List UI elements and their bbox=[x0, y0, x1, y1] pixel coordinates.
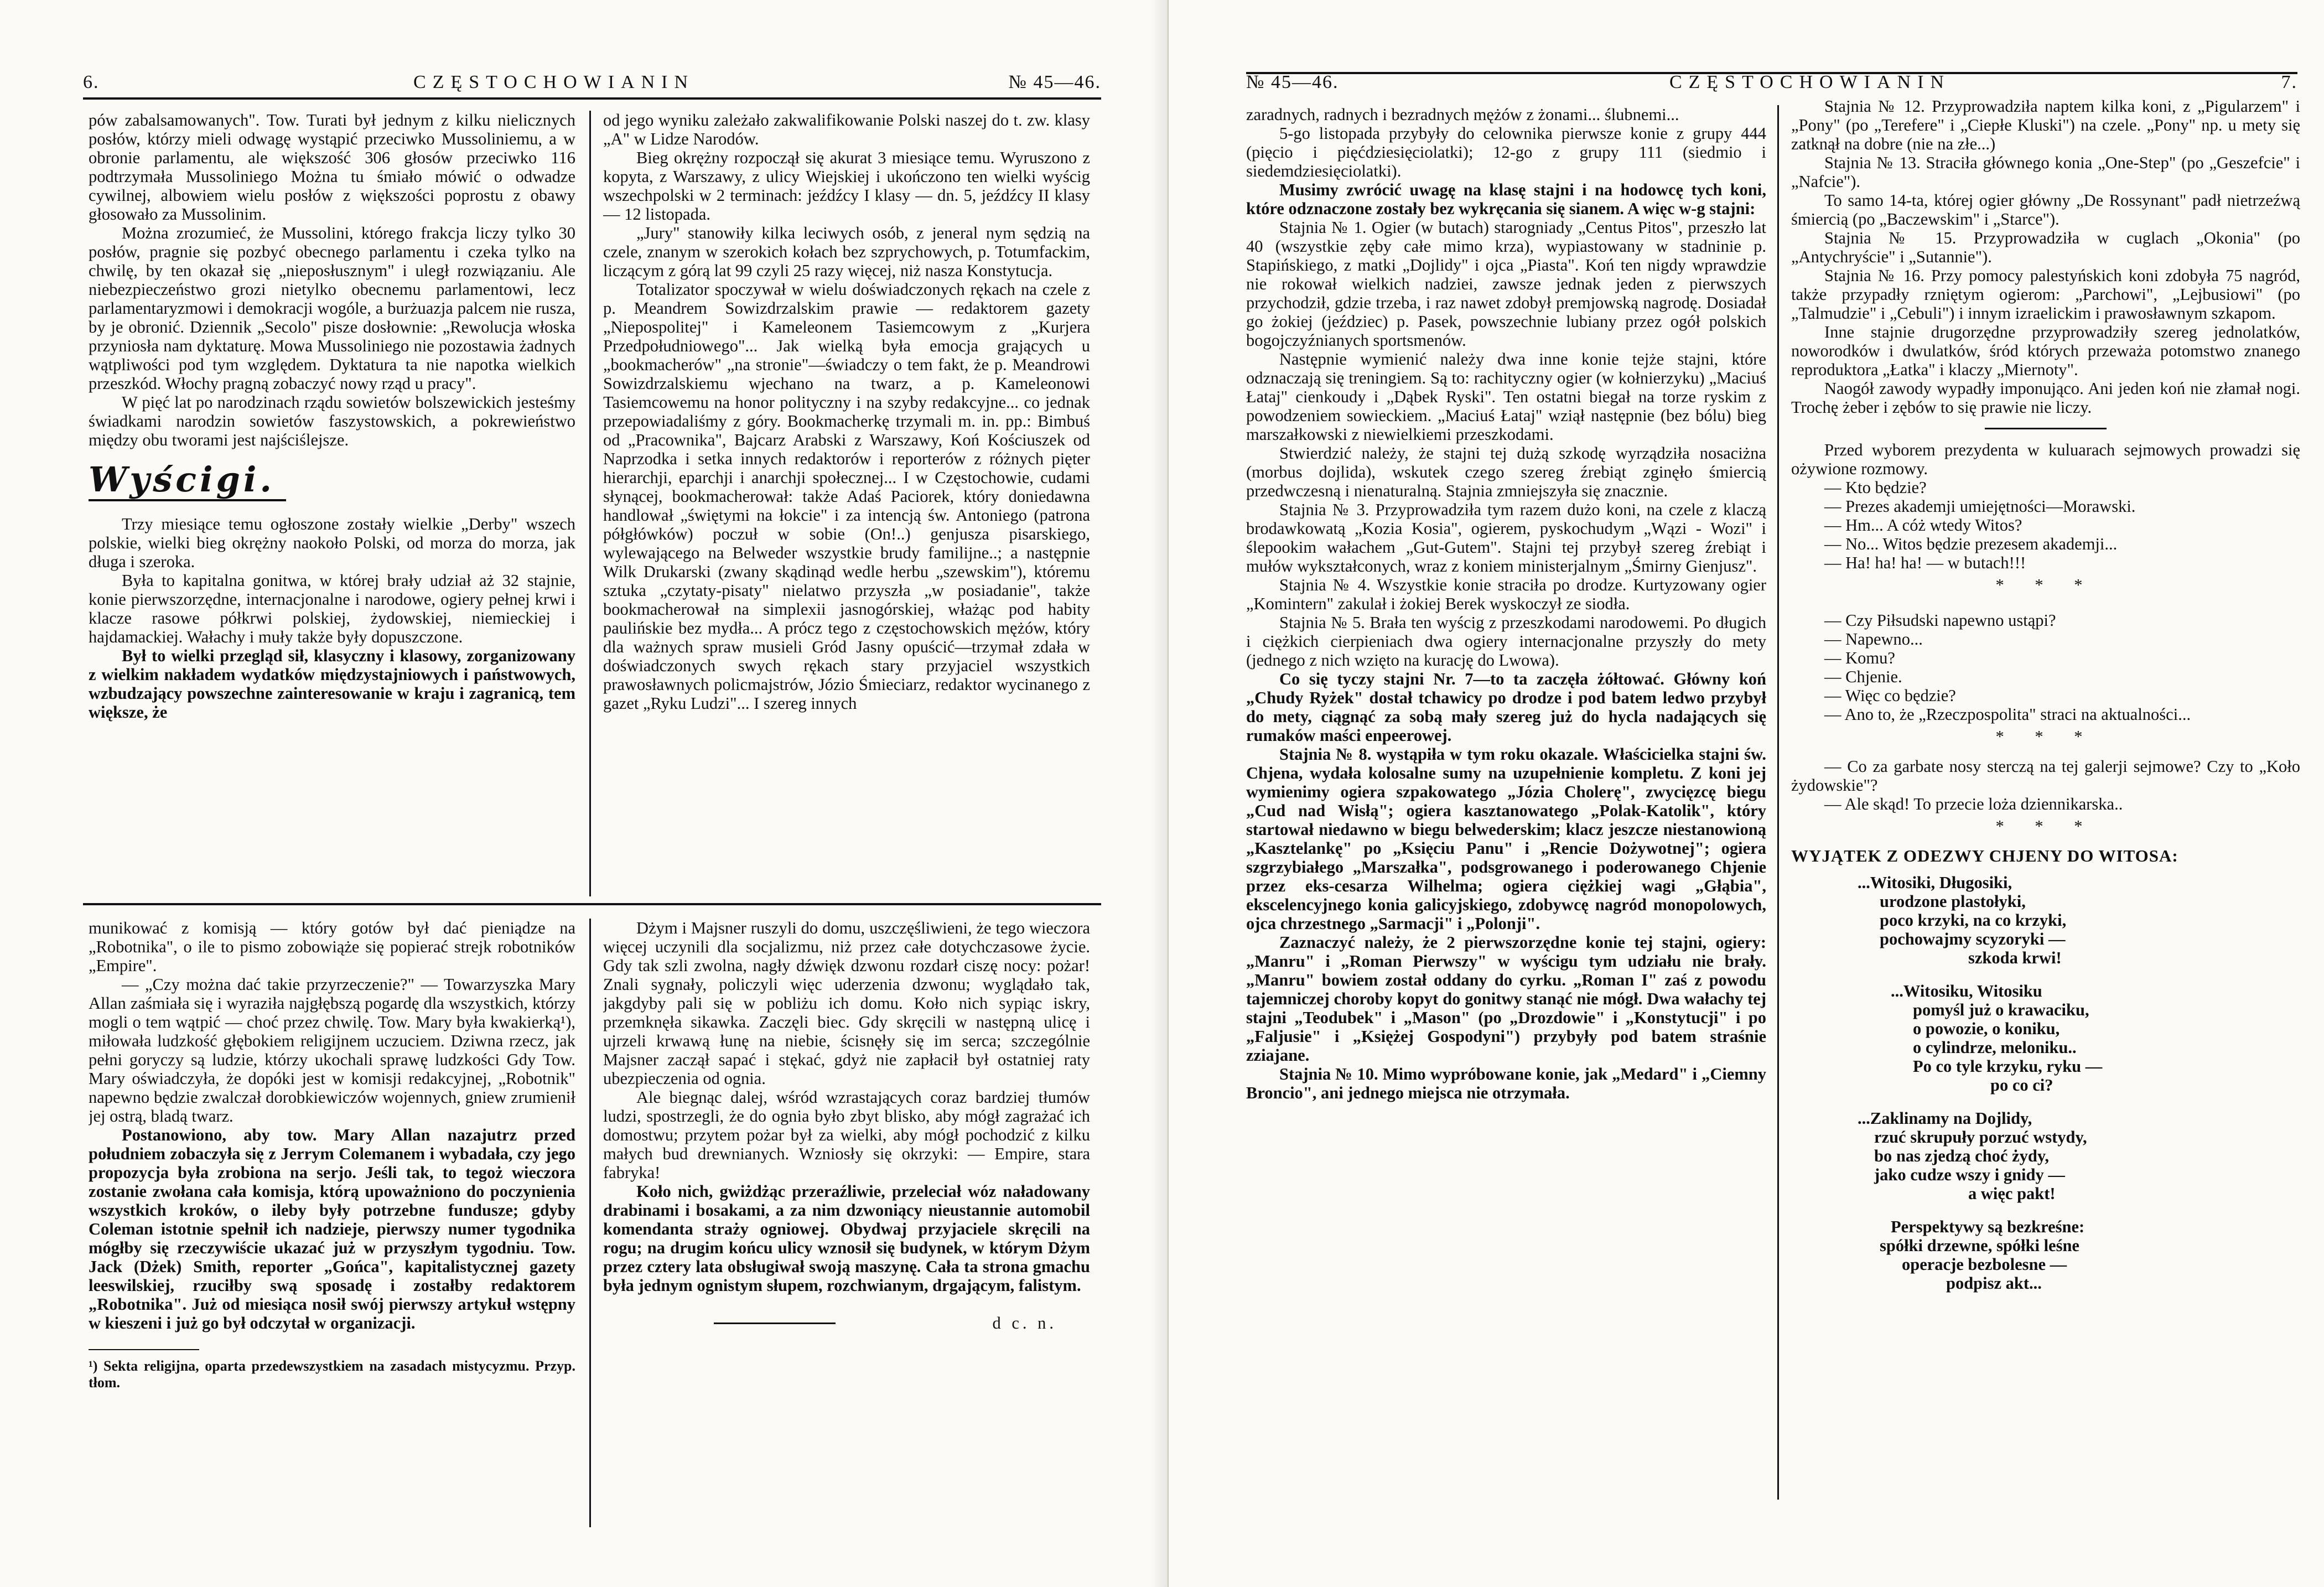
dialog-line: — Więc co będzie? bbox=[1824, 686, 1956, 705]
left-page-header bbox=[83, 60, 1101, 93]
poem-line: bo nas zjedzą choć żydy, bbox=[1874, 1147, 2050, 1165]
separator-stars: * * * bbox=[1995, 575, 2096, 594]
poem-line: ...Zaklinamy na Dojlidy, bbox=[1858, 1109, 2032, 1128]
paragraph: Postanowiono, aby tow. Mary Allan nazajutrz przed południem zobaczyła się z Jerrym Colemanem i wybadała, czy jego propozycja była zrobiona na serjo. Jeśli tak, to tegoż wieczora zostanie zwołana cała komisja, którą upoważniono do poczynienia wszystkich kroków, o ileby były potrzebne fundusze; gdyby Coleman istotnie spełnił ich nadzieje, pierwszy numer tygodnika mógłby się rzeczywiście ukazać już w przyszłym tygodniu. Tow. Jack (Dżek) Smith, reporter „Gońca", kapitalistycznej gazety leeswilskiej, rzuciłby swą sposadę i zostałby redaktorem „Robotnika". Już od miesiąca nosił swój pierwszy artykuł wstępny w kieszeni i już go był odczytał w organizacji. bbox=[89, 1126, 575, 1332]
paragraph: Był to wielki przegląd sił, klasyczny i klasowy, zorganizowany z wielkim nakładem wydatków międzystajniowych i państwowych, wzbudzający powszechne zainteresowanie w kraju i zagranicą, tem większe, że bbox=[89, 646, 575, 722]
column-divider bbox=[1777, 105, 1779, 1500]
right-newspaper-title: CZĘSTOCHOWIANIN bbox=[1669, 72, 1950, 92]
section-heading-races: Wyścigi. bbox=[89, 460, 286, 501]
stable-5: Stajnia № 5. Brała ten wyścig z przeszkodami narodowemi. Po długich i ciężkich cierpieniach dwa ogiery internacjonalne przyszły do mety (jednego z nich wzięto na kurację do Lwowa). bbox=[1246, 613, 1766, 670]
poem-line: operacje bezbolesne — bbox=[1902, 1255, 2067, 1274]
header-rule bbox=[83, 97, 1101, 100]
paragraph: Następnie wymienić należy dwa inne konie tejże stajni, które odznaczają się treningiem. Są to: rachityczny ogier (w kołnierzyku) „Maciuś Łataj" cienkoudy i „Dąbek Ryski". Ten ostatni biegał na torze ryskim z powodzeniem sowieckiem. „Maciuś Łataj" wziął następnie (bez bólu) bieg marszałkowski z niewielkiemi przeszkodami. bbox=[1246, 350, 1766, 444]
left-col1-top bbox=[89, 111, 575, 891]
poem-line: spółki drzewne, spółki leśne bbox=[1880, 1236, 2079, 1255]
signature: d c. n. bbox=[992, 1314, 1057, 1332]
poem-line: szkoda krwi! bbox=[1968, 948, 2062, 967]
poem-line: po co ci? bbox=[1990, 1076, 2053, 1095]
paragraph: Dżym i Majsner ruszyli do domu, uszczęśliwieni, że tego wieczora więcej uczynili dla socjalizmu, niż przez całe dotychczasowe życie. Gdy tak szli zwolna, nagły dźwięk dzwonu rozdarł ciszę nocy: pożar! Znali sygnały, policzyli więc uderzenia dzwonu; wyglądało tak, jakgdyby pali się w pobliżu ich domu. Koło nich sypiąc iskry, przemknęła sikawka. Zaczęli biec. Gdy skręcili w następną ulicę i ujrzeli krwawą łunę na niebie, ścisnęły się im serca; szczególnie Majsner zaczął sapać i stękać, gdyż nie zapłacił był ostatniej raty ubezpieczenia od ognia. bbox=[603, 919, 1090, 1088]
right-page-number: 7. bbox=[2281, 72, 2297, 92]
dialog-line: — Czy Piłsudski napewno ustąpi? bbox=[1824, 611, 2056, 630]
poem-stanza bbox=[1858, 1217, 2300, 1293]
dialog-1 bbox=[1791, 478, 2300, 572]
right-col2 bbox=[1791, 97, 2300, 1513]
poem-stanza bbox=[1858, 1109, 2300, 1203]
gutter-shadow bbox=[1151, 0, 1168, 1587]
paragraph: Była to kapitalna gonitwa, w której brały udział aż 32 stajnie, konie pierwszorzędne, internacjonalne i narodowe, ogiery pełnej krwi i klacze rasowe półkrwi polskiej, żydowskiej, niemieckiej i hajdamackiej. Wałachy i muły także były dopuszczone. bbox=[89, 571, 575, 646]
paragraph: Bieg okrężny rozpoczął się akurat 3 miesiące temu. Wyruszono z kopyta, z Warszawy, z ulicy Wiejskiej i ukończono ten wielki wyścig wszechpolski w 2 terminach: jeźdźcy I klasy — dn. 5, jeźdźcy II klasy — 12 listopada. bbox=[603, 148, 1090, 224]
paragraph: Inne stajnie drugorzędne przyprowadziły szereg jednolatków, noworodków i dwulatków, śród których przeważa potomstwo znanego reproduktora „Łatka" i klaczy „Miernoty". bbox=[1791, 323, 2300, 379]
left-col2-top bbox=[603, 111, 1090, 891]
stable-16: Stajnia № 16. Przy pomocy palestyńskich koni zdobyła 75 nagród, także przypadły rzniętym ogierom: „Parchowi", „Lejbusiowi" (po „Talmudzie" i „Cebuli") i innym izraelickim i prawosławnym szkapom. bbox=[1791, 266, 2300, 323]
paragraph: Stwierdzić należy, że stajni tej dużą szkodę wyrządziła nosaciżna (morbus dojlida), wskutek czego szereg źrebiąt zginęło śmiercią przedwczesną i nienaturalną. Stajnia zmniejszyła się znacznie. bbox=[1246, 444, 1766, 500]
poem-line: ...Witosiki, Długosiki, bbox=[1858, 873, 2012, 892]
right-col1 bbox=[1246, 105, 1766, 1511]
right-page bbox=[1168, 0, 2324, 1587]
poem-line: poco krzyki, na co krzyki, bbox=[1880, 911, 2067, 930]
poem-line: Po co tyle krzyku, ryku — bbox=[1913, 1057, 2103, 1076]
poem-line: pomyśl już o krawaciku, bbox=[1913, 1000, 2089, 1019]
separator-stars: * * * bbox=[1995, 817, 2096, 836]
footnote: ¹) Sekta religijna, oparta przedewszystkiem na zasadach mistycyzmu. Przyp. tłom. bbox=[89, 1358, 575, 1391]
paragraph: Można zrozumieć, że Mussolini, którego frakcja liczy tylko 30 posłów, pragnie się pozbyć obecnego parlamentu i czeka tylko na chwilę, by ten okazał się „nieposłusznym" i uległ rozwiązaniu. Ale niebezpieczeństwo grozi nietylko obecnemu parlamentowi, lecz parlamentaryzmowi i demokracji wogóle, a burżuazja palcem nie rusza, by je obronić. Dziennik „Secolo" pisze dosłownie: „Rewolucja włoska przyniosła nam dyktaturę. Mowa Mussoliniego nie pozostawia żadnych wątpliwości pod tym względem. Dyktatura ta nie napotka wielkich przeszkód. Włochy pragną zobaczyć nowy rząd u pracy". bbox=[89, 224, 575, 393]
paragraph: zaradnych, radnych i bezradnych mężów z żonami... ślubnemi... bbox=[1246, 105, 1679, 124]
paragraph: Naogół zawody wypadły imponująco. Ani jeden koń nie złamał nogi. Trochę żeber i zębów to się prawie nie liczy. bbox=[1791, 379, 2300, 417]
paragraph: pów zabalsamowanych". Tow. Turati był jednym z kilku nielicznych posłów, którzy mieli odwagę wystąpić przeciwko Mussoliniemu, a w obronie parlamentu, ale większość 306 głosów przeciwko 116 podtrzymała Mussoliniego Można tu śmiało mówić o odwadze cywilnej, albowiem wielu posłów z większości poprostu z obawy głosowało za Mussolinim. bbox=[89, 111, 575, 224]
paragraph: Trzy miesiące temu ogłoszone zostały wielkie „Derby" wszech polskie, wielki bieg okrężny naokoło Polski, od morza do morza, jak długa i szeroka. bbox=[89, 515, 575, 571]
paragraph: Musimy zwrócić uwagę na klasę stajni i na hodowcę tych koni, które odznaczone zostały bez wykręcania się sianem. A więc w-g stajni: bbox=[1246, 180, 1766, 218]
stable-13: Stajnia № 13. Straciła głównego konia „One-Step" (po „Geszefcie" i „Nafcie"). bbox=[1791, 153, 2300, 191]
paragraph: Zaznaczyć należy, że 2 pierwszorzędne konie tej stajni, ogiery: „Manru" i „Roman Pierwszy" w wyścigu tym udziału nie brały. „Manru" bowiem został oddany do cyrku. „Roman I" zaś z powodu tajemniczej choroby kopyt do gonitwy stanąć nie mógł. Dwa wałachy tej stajni „Teodubek" i „Mason" (po „Drozdowie" i „Konstytucji" i po „Faljusie" i „Księżej Gospodyni") przybyły pod batem straśnie zziajane. bbox=[1246, 933, 1766, 1065]
poem-line: pochowajmy scyzoryki — bbox=[1880, 930, 2066, 948]
paragraph: Ale biegnąc dalej, wśród wzrastających coraz bardziej tłumów ludzi, spostrzegli, że do ognia było zbyt blisko, aby mógł zagrażać ich domostwu; przytem pożar był za wielki, aby mógł pochodzić z kilku małych bud drewnianych. Wzniosły się okrzyki: — Empire, stara fabryka! bbox=[603, 1088, 1090, 1182]
paragraph: Koło nich, gwiżdżąc przeraźliwie, przeleciał wóz naładowany drabinami i bosakami, a za nim dzwoniący nieustannie automobil komendanta straży ogniowej. Obydwaj przyjaciele skręcili na rogu; na drugim końcu ulicy wznosił się budynek, w którym Dżym przez cztery lata obsługiwał swoją maszynę. Cała ta strona gmachu była jednym ognistym słupem, rozchwianym, drgającym, falistym. bbox=[603, 1182, 1090, 1295]
dialog-line: — Ale skąd! To przecie loża dziennikarska.. bbox=[1824, 795, 2123, 813]
poem-stanza bbox=[1858, 873, 2300, 967]
stable-15: Stajnia № 15. Przyprowadziła w cuglach „Okonia" (po „Antychryście" i „Sutannie"). bbox=[1791, 229, 2300, 266]
right-issue-number: № 45—46. bbox=[1246, 72, 1339, 92]
left-col2-bottom bbox=[603, 919, 1090, 1538]
paragraph: Totalizator spoczywał w wielu doświadczonych rękach na czele z p. Meandrem Sowizdrzalskim prawie — redaktorem gazety „Niepospolitej" i Kameleonem Tasiemcowym z „Kurjera Przedpołudniowego"... Jak wielką była emocja grających u „bookmacherów" „na stronie"—świadczy o tem fakt, że p. Meandrowi Sowizdrzalskiemu wjechano na twarz, a p. Kameleonowi Tasiemcowemu na honor polityczny i na szyby redakcyjne... co jednak przepowiadaliśmy z góry. Bookmacherkę trzymali m. in. pp.: Bimbuś od „Pracownika", Bajcarz Arabski z Warszawy, Koń Kościuszek od Naprzodka i setka innych redaktorów i reporterów z różnych pięter hierarchji, eparchji i anarchji społecznej... I w Częstochowie, cudami słynącej, bookmacherował: także Adaś Paciorek, który doniedawna handlował „świętymi na łokcie" i za intencją św. Antoniego (patrona półgłówków) poczuł w sobie (On!..) genjusza pisarskiego, wylewającego na Belweder wszystkie brudy familijne..; a następnie Wilk Drukarski (zwany skądinąd wedle herbu „szewskim"), któremu sztuka „czytaty-pisaty" nielatwo przyszła „w posiadanie", także bookmacherował na simplexii jasnogórskiej, włażąc pod habity paulińskie bez mydła... A prócz tego z częstochowskich mężów, który dla ważnych spraw musieli Gród Jasny opuścić—trzymał zdała w doświadczonych swych rękach stary przyjaciel wszystkich prawosławnych policmajstrów, Józio Śmieciarz, redaktor wycinanego z gazet „Ryku Ludzi"... I szereg innych bbox=[603, 280, 1090, 713]
dialog-line: — Co za garbate nosy sterczą na tej galerji sejmowe? Czy to „Koło żydowskie"? bbox=[1791, 757, 2300, 795]
header-rule bbox=[1246, 72, 2297, 74]
poem-line: podpisz akt... bbox=[1946, 1274, 2042, 1293]
left-col1-bottom bbox=[89, 919, 575, 1538]
dialog-line: — Napewno... bbox=[1824, 630, 1923, 649]
dialog-line: — Prezes akademji umiejętności—Morawski. bbox=[1824, 497, 2136, 516]
dialog-3 bbox=[1791, 757, 2300, 813]
paragraph: 5-go listopada przybyły do celownika pierwsze konie z grupy 444 (pięcio i pięćdziesięciolatki); 12-go z grupy 111 (siedmio i siedemdziesięciolatki). bbox=[1246, 124, 1766, 180]
paragraph: W pięć lat po narodzinach rządu sowietów bolszewickich jesteśmy świadkami narodzin sowietów faszystowskich, a pokrewieństwo między obu tworami jest najściślejsze. bbox=[89, 393, 575, 449]
column-divider bbox=[589, 111, 591, 896]
dialog-intro: Przed wyborem prezydenta w kuluarach sejmowych prowadzi się ożywione rozmowy. bbox=[1791, 440, 2300, 478]
paragraph: od jego wyniku zależało zakwalifikowanie Polski naszej do t. zw. klasy „A" w Lidze Narodów. bbox=[603, 111, 1090, 148]
paragraph: munikować z komisją — który gotów był dać pieniądze na „Robotnika", o ile to pismo zobowiąże się popierać strejk robotników „Empire". bbox=[89, 919, 575, 975]
footnote-rule bbox=[89, 1349, 199, 1350]
poem-title: WYJĄTEK Z ODEZWY CHJENY DO WITOSA: bbox=[1791, 846, 2178, 865]
short-rule bbox=[1985, 428, 2107, 429]
stable-12: Stajnia № 12. Przyprowadziła naptem kilka koni, z „Pigularzem" i „Pony" (po „Terefere" i „Ciepłe Kluski") na czele. „Pony" np. u mety się zatknął na dobre (nie na złe...) bbox=[1791, 97, 2300, 153]
dialog-2 bbox=[1791, 611, 2300, 724]
dialog-line: — Komu? bbox=[1824, 649, 1895, 667]
poem-stanza bbox=[1858, 982, 2300, 1095]
poem-line: a więc pakt! bbox=[1968, 1184, 2056, 1203]
stable-3: Stajnia № 3. Przyprowadziła tym razem dużo koni, na czele z klaczą brodawkowatą „Kozia Kosia", ogierem, pyskochudym „Wązi - Wozi" i ślepookim wałachem „Gut-Gutem". Stajni tej przybył szereg źrebiąt i mułów wykształconych, wraz z koniem ministerjalnym „Śmirny Gienjusz". bbox=[1246, 500, 1766, 575]
end-rule bbox=[714, 1322, 836, 1324]
dialog-line: — No... Witos będzie prezesem akademji... bbox=[1824, 535, 2118, 553]
poem-line: urodzone plastołyki, bbox=[1880, 892, 2026, 911]
stable-10: Stajnia № 10. Mimo wypróbowane konie, jak „Medard" i „Ciemny Broncio", ani jednego miejsca nie otrzymała. bbox=[1246, 1065, 1766, 1102]
poem-line: rzuć skrupuły porzuć wstydy, bbox=[1874, 1128, 2087, 1147]
paragraph: „Jury" stanowiły kilka leciwych osób, z jeneral nym sędzią na czele, znanym w szerokich kołach bez szprychowych, p. Totumfackim, liczącym z górą lat 99 czyli 25 razy więcej, niż nasza Konstytucja. bbox=[603, 224, 1090, 280]
column-divider bbox=[589, 919, 591, 1527]
left-issue-number: № 45—46. bbox=[1008, 72, 1101, 92]
stable-7: Co się tyczy stajni Nr. 7—to ta zaczęła żółtować. Główny koń „Chudy Ryżek" dostał tchawicy po drodze i pod batem ledwo przybył do mety, ciągnąć za sobą mały szereg już do hycla nadających się rumaków maści enpeerowej. bbox=[1246, 670, 1766, 745]
poem-line: ...Witosiku, Witosiku bbox=[1891, 982, 2042, 1000]
dialog-line: — Kto będzie? bbox=[1824, 478, 1927, 497]
left-newspaper-title: CZĘSTOCHOWIANIN bbox=[413, 72, 695, 92]
stable-1: Stajnia № 1. Ogier (w butach) starogniady „Centus Pitos", przeszło lat 40 (wszystkie zęby całe mimo krza), wypiastowany w stadninie p. Stapińskiego, z matki „Dojlidy" i ojca „Piasta". Koń ten nigdy wprawdzie nie rokował wielkich nadziei, zawsze jednak jeden z pierwszych przychodził, gdzie trzeba, i raz nawet zdobył premjowską nagrodę. Dosiadał go żokiej (jeździec) p. Pasek, powszechnie lubiany przez ogół polskich bogojczyźnianych sportsmenów. bbox=[1246, 218, 1766, 350]
dialog-line: — Chjenie. bbox=[1824, 667, 1902, 686]
poem-line: jako cudze wszy i gnidy — bbox=[1874, 1165, 2065, 1184]
separator-stars: * * * bbox=[1995, 727, 2096, 746]
poem-line: o cylindrze, meloniku.. bbox=[1913, 1038, 2077, 1057]
paragraph: — „Czy można dać takie przyrzeczenie?" — Towarzyszka Mary Allan zaśmiała się i wyraziła najgłębszą pogardę dla wszystkich, którzy mogli o tem wątpić — choć przez chwilę. Tow. Mary była kwakierką¹), miłowała ludzkość głębokiem religijnem uczuciem. Dziwna rzecz, jak pełni goryczy są ludzie, którzy ukochali sprawę ludzkości Gdy Tow. Mary oświadczyła, że dopóki jest w komisji redakcyjnej, „Robotnik" napewno będzie zwalczał dorobkiewiczów wojennych, gniew zrumienił jej ostrą, bladą twarz. bbox=[89, 975, 575, 1126]
stable-8: Stajnia № 8. wystąpiła w tym roku okazale. Właścicielka stajni św. Chjena, wydała kolosalne sumy na uzupełnienie kompletu. Z koni jej wymienimy ogiera szpakowatego „Józia Cholerę", zwycięzcę biegu „Cud nad Wisłą"; ogiera kasztanowatego „Polak-Katolik", który startował niedawno w biegu belwederskim; klacz jeszcze niestanowioną „Kasztelankę" po „Księciu Panu" i „Rencie Dożywotnej"; ogiera szgrzybiałego „Marszałka", podsgrowanego i poderowanego Chjenie przez eks-cesarza Wilhelma; ogiera ciężkiej wagi „Głąbia", ekscelencyjnego konia galicyjskiego, zdobywcę nagród monopolowych, ojca chrzestnego „Sarmacji" i „Polonji". bbox=[1246, 745, 1766, 933]
stable-4: Stajnia № 4. Wszystkie konie straciła po drodze. Kurtyzowany ogier „Komintern" zakulał i żokiej Berek wyskoczył ze siodła. bbox=[1246, 575, 1766, 613]
poem-line: o powozie, o koniku, bbox=[1913, 1019, 2060, 1038]
poem-line: Perspektywy są bezkreśne: bbox=[1891, 1217, 2085, 1236]
dialog-line: — Hm... A cóż wtedy Witos? bbox=[1824, 516, 2022, 535]
section-rule bbox=[83, 903, 1101, 905]
dialog-line: — Ha! ha! ha! — w butach!!! bbox=[1824, 553, 2026, 572]
poem bbox=[1791, 873, 2300, 1293]
right-page-header bbox=[1246, 60, 2297, 93]
stable-14: To samo 14-ta, której ogier główny „De Rossynant" padł nietrzeźwą śmiercią (po „Baczewskim" i „Starce"). bbox=[1791, 191, 2300, 229]
dialog-line: — Ano to, że „Rzeczpospolita" straci na aktualności... bbox=[1824, 705, 2191, 724]
left-page-number: 6. bbox=[83, 72, 100, 92]
